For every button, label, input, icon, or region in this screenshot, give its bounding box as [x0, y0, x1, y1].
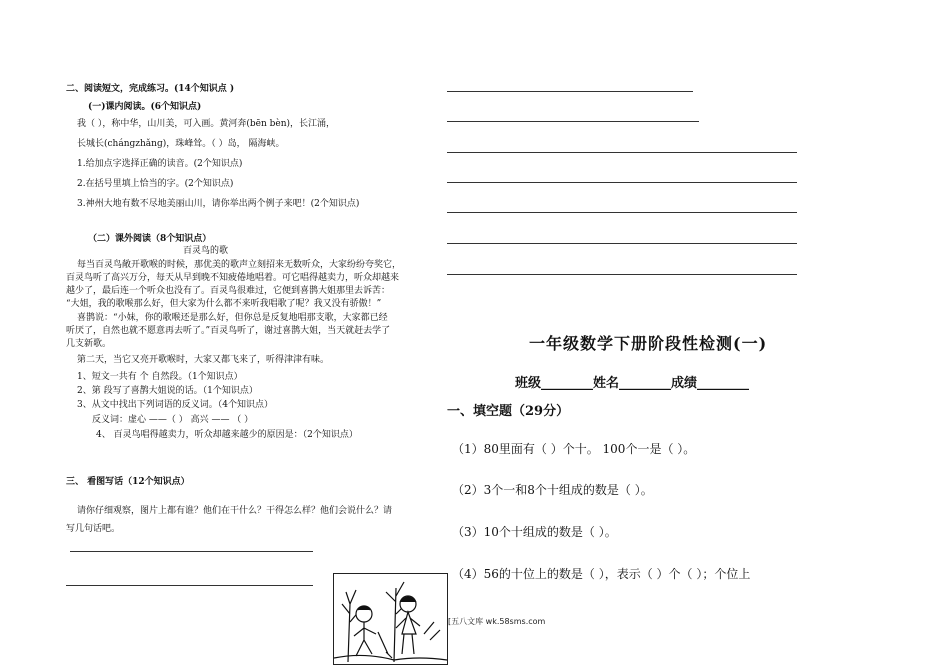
- watermark: [五八文库 wk.58sms.com: [448, 617, 546, 626]
- story-line: 几支新歌。: [66, 339, 112, 349]
- fill-question-2: （2）3个一和8个十组成的数是（ ）。: [452, 483, 653, 497]
- passage1-line1: 我（ ），称中华，山川美，可入画。黄河奔(bēn bèn)，长江涌，: [77, 119, 336, 129]
- writing-line: [70, 551, 313, 552]
- antonym-words: 反义词：虚心 ——（ ） 高兴 —— （ ）: [92, 415, 254, 425]
- story-question-2: 2、第 段写了喜鹊大姐说的话。（1个知识点）: [77, 386, 258, 396]
- answer-line: [447, 274, 797, 275]
- story-question-4: 4、 百灵鸟唱得越卖力，听众却越来越少的原因是：（2个知识点）: [96, 430, 358, 440]
- section2-title: 二、阅读短文，完成练习。(14个知识点 ): [66, 84, 235, 94]
- story-line: 第二天，当它又亮开歌喉时，大家又都飞来了，听得津津有味。: [77, 355, 330, 365]
- story-line: 每当百灵鸟敞开歌喉的时候，那优美的歌声立刻招来无数听众，大家纷纷夸奖它，: [77, 260, 402, 270]
- story-title: 百灵鸟的歌: [183, 246, 229, 256]
- story-line: “大姐，我的歌喉那么好，但大家为什么都不来听我唱歌了呢？我又没有骄傲！”: [66, 299, 382, 309]
- answer-line: [447, 152, 797, 153]
- question-2: 2.在括号里填上恰当的字。(2个知识点): [77, 179, 234, 189]
- story-question-3: 3、从文中找出下列词语的反义词。（4个知识点）: [77, 400, 273, 410]
- writing-line: [66, 585, 313, 586]
- story-line: 听厌了，自然也就不愿意再去听了。”百灵鸟听了，谢过喜鹊大姐，当天就赶去学了: [66, 326, 391, 336]
- question-1: 1.给加点字选择正确的读音。(2个知识点): [77, 159, 243, 169]
- student-info-line: 班级________姓名________成绩________: [515, 376, 750, 391]
- answer-line: [447, 91, 693, 92]
- story-line: 喜鹊说：“小妹，你的歌喉还是那么好，但你总是反复地唱那支歌，大家都已经: [77, 313, 388, 323]
- question-3: 3.神州大地有数不尽地美丽山川，请你举出两个例子来吧！(2个知识点): [77, 199, 360, 209]
- fill-question-4: （4）56的十位上的数是（ ），表示（ ）个（ ）；个位上: [452, 567, 751, 581]
- story-line: 越少了，最后连一个听众也没有了。百灵鸟很难过，它便到喜鹊大姐那里去诉苦：: [66, 286, 391, 296]
- answer-line: [447, 121, 699, 122]
- picture-illustration: [333, 573, 448, 665]
- part2-title: （二）课外阅读（8个知识点）: [88, 234, 212, 244]
- answer-line: [447, 212, 797, 213]
- part1-title: (一)课内阅读。(6个知识点): [88, 102, 202, 112]
- story-question-1: 1、短文一共有 个 自然段。（1个知识点）: [77, 372, 243, 382]
- section1-title: 一、填空题（29分）: [447, 404, 570, 419]
- answer-line: [447, 243, 797, 244]
- story-line: 百灵鸟听了高兴万分，每天从早到晚不知疲倦地唱着。可它唱得越卖力，听众却越来: [66, 273, 400, 283]
- section3-instruction: 请你仔细观察，图片上都有谁？他们在干什么？干得怎么样？他们会说什么？请: [77, 506, 393, 516]
- children-planting-icon: [334, 574, 447, 664]
- answer-line: [447, 182, 797, 183]
- section3-title: 三、 看图写话（12个知识点）: [66, 477, 190, 487]
- section3-instruction: 写几句话吧。: [66, 524, 121, 534]
- fill-question-3: （3）10个十组成的数是（ ）。: [452, 525, 617, 539]
- page-title: 一年级数学下册阶段性检测(一): [529, 334, 768, 353]
- passage1-line2: 长城长(chánɡzhǎnɡ)，珠峰耸。（ ）岛， 隔海峡。: [77, 139, 285, 149]
- fill-question-1: （1）80里面有（ ）个十。 100个一是（ ）。: [452, 442, 696, 456]
